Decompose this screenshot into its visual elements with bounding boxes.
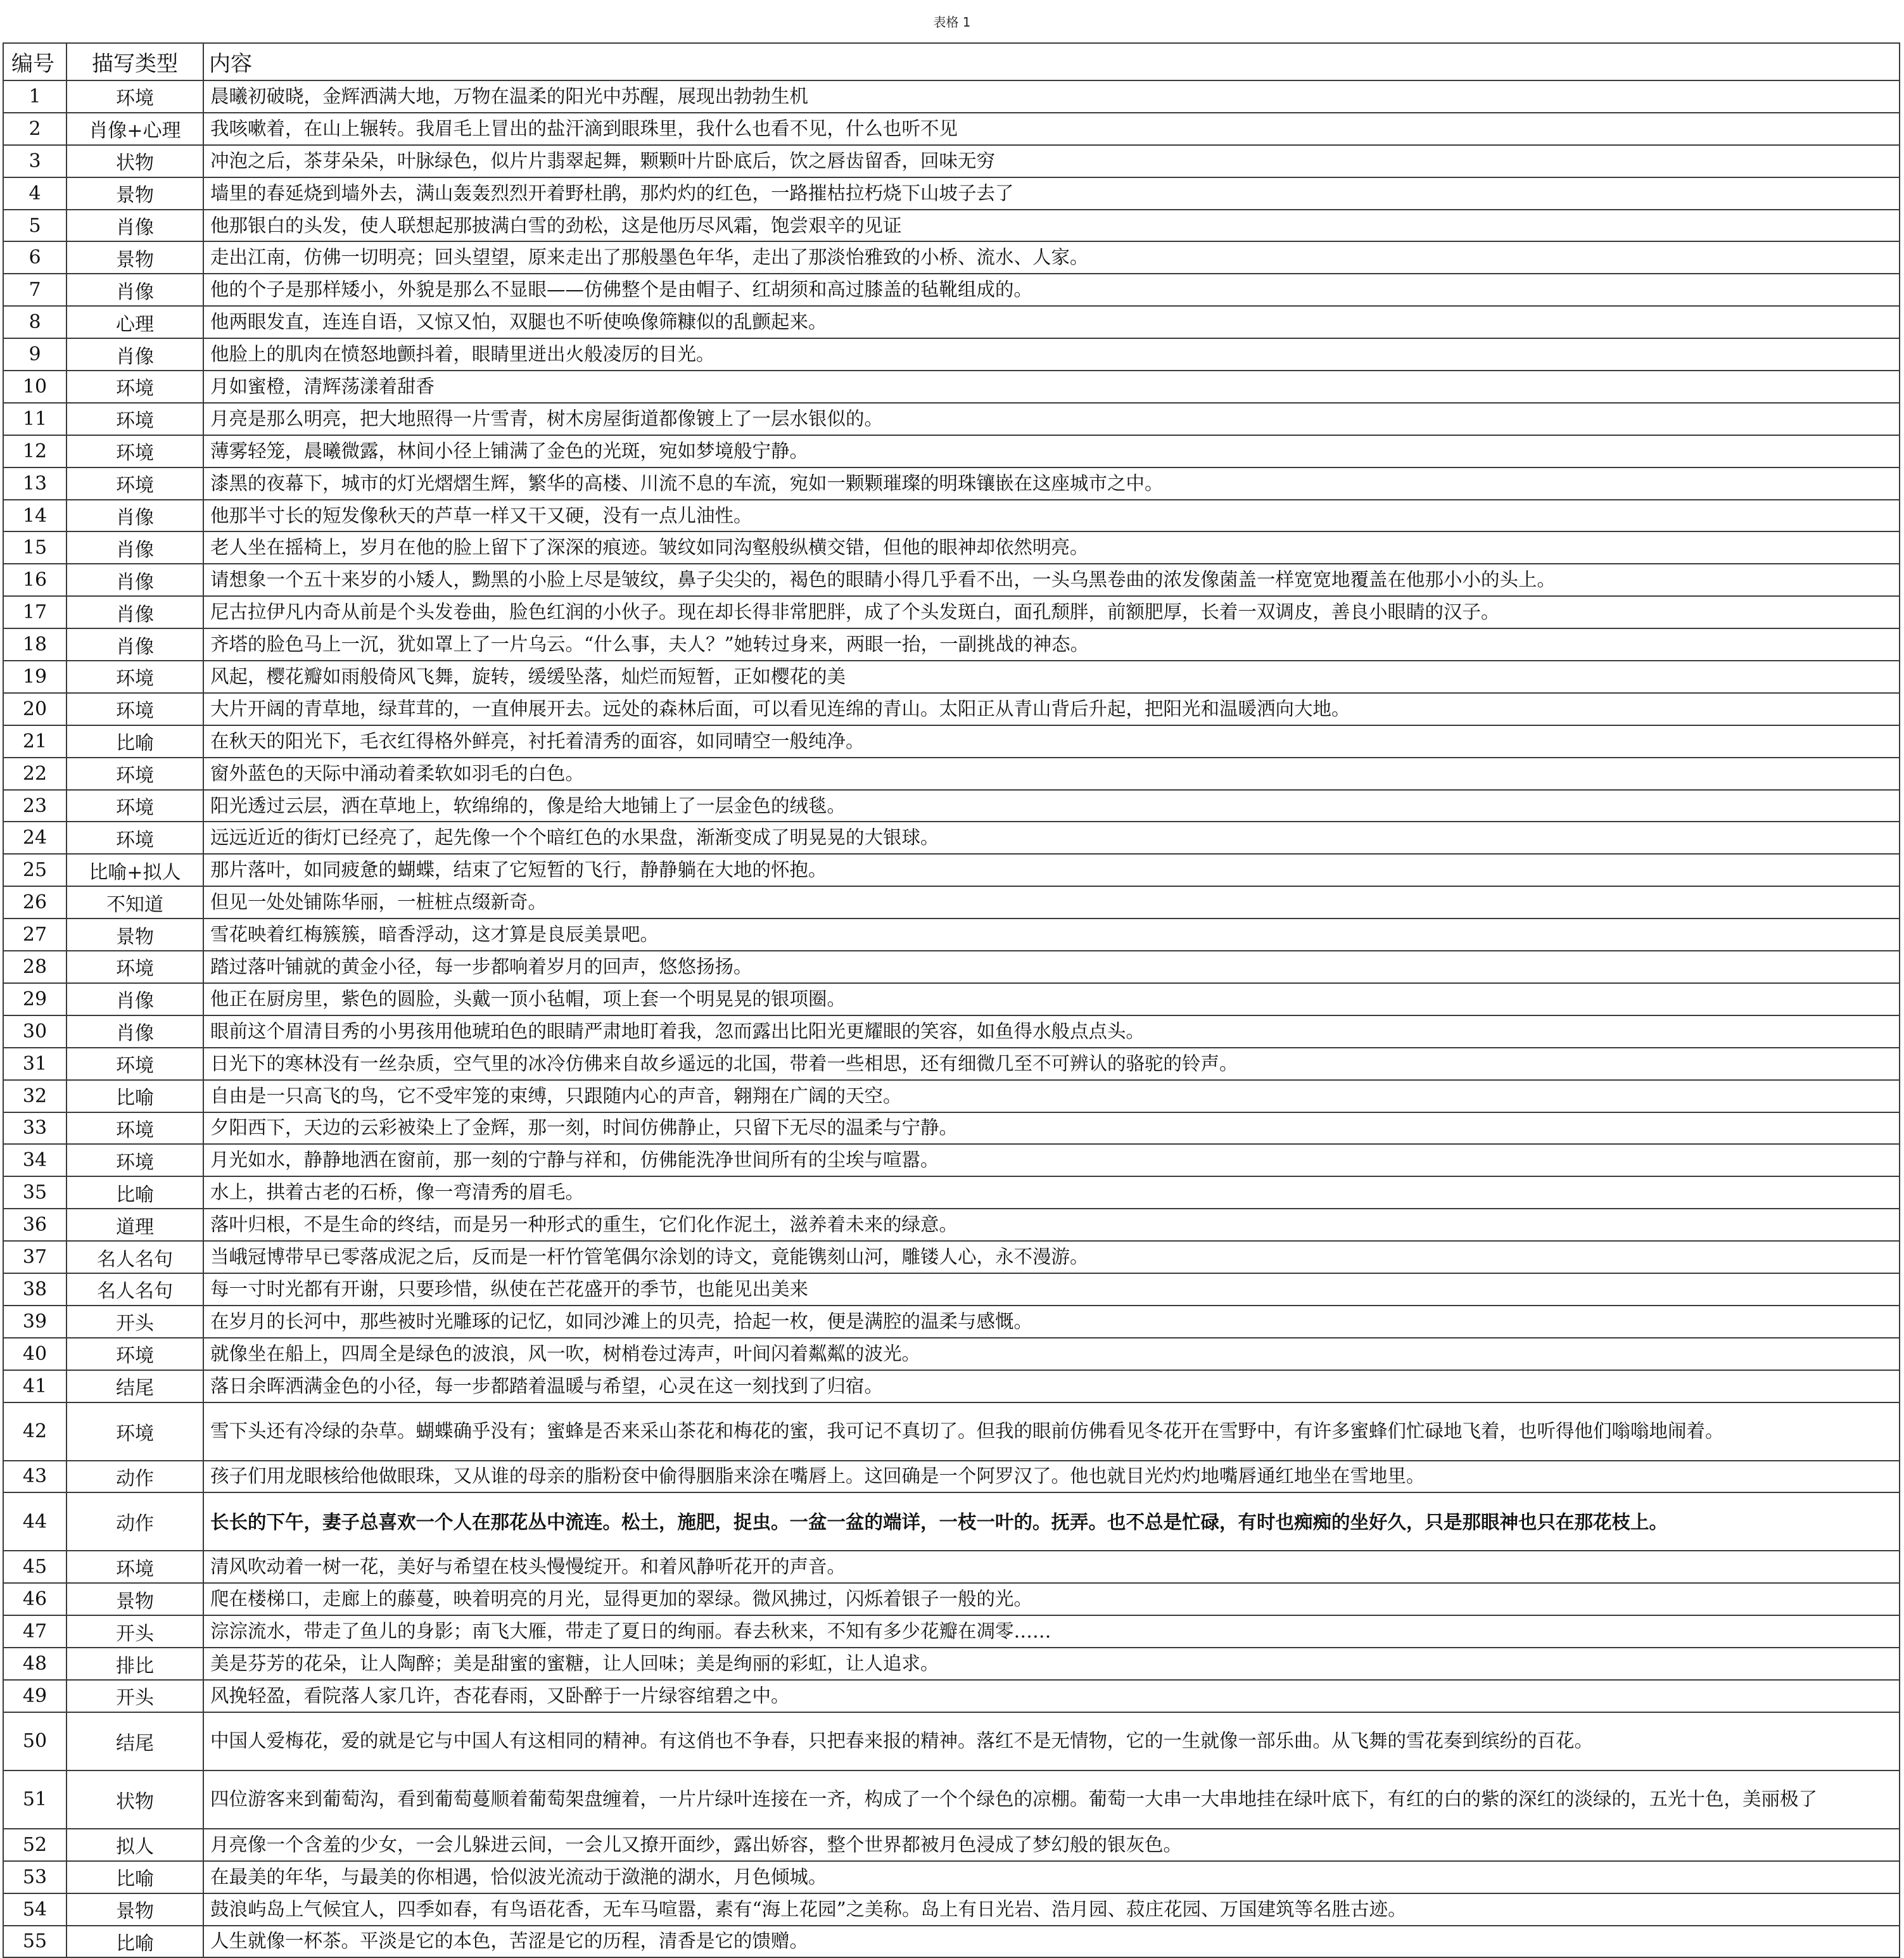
row-type-cell[interactable]: 环境 — [67, 1402, 203, 1461]
row-content-cell[interactable]: 每一寸时光都有开谢，只要珍惜，纵使在芒花盛开的季节，也能见出美来 — [203, 1273, 1900, 1306]
row-type-cell[interactable]: 心理 — [67, 306, 203, 338]
table-row — [3, 1080, 1900, 1112]
row-content-cell[interactable]: 眼前这个眉清目秀的小男孩用他琥珀色的眼睛严肃地盯着我，忽而露出比阳光更耀眼的笑容，如鱼得水般点点头。 — [203, 1015, 1900, 1048]
row-number-cell[interactable]: 17 — [3, 596, 67, 628]
row-content-cell[interactable]: 墙里的春延烧到墙外去，满山轰轰烈烈开着野杜鹃，那灼灼的红色，一路摧枯拉朽烧下山坡子去了 — [203, 177, 1900, 210]
row-type-cell[interactable]: 环境 — [67, 822, 203, 854]
row-content-cell[interactable]: 老人坐在摇椅上，岁月在他的脸上留下了深深的痕迹。皱纹如同沟壑般纵横交错，但他的眼神却依然明亮。 — [203, 531, 1900, 564]
table-row — [3, 1648, 1900, 1680]
table-row — [3, 758, 1900, 790]
row-number-cell[interactable]: 40 — [3, 1338, 67, 1370]
row-content-cell[interactable]: 落叶归根，不是生命的终结，而是另一种形式的重生，它们化作泥土，滋养着未来的绿意。 — [203, 1209, 1900, 1241]
row-type-cell[interactable]: 环境 — [67, 661, 203, 693]
row-type-cell[interactable]: 环境 — [67, 371, 203, 403]
table-row — [3, 1492, 1900, 1551]
row-type-cell[interactable]: 环境 — [67, 790, 203, 822]
table-row — [3, 1461, 1900, 1493]
row-number-cell[interactable]: 13 — [3, 467, 67, 500]
row-number-cell[interactable]: 53 — [3, 1861, 67, 1893]
row-content-cell[interactable]: 月如蜜橙，清辉荡漾着甜香 — [203, 371, 1900, 403]
table-row — [3, 210, 1900, 242]
table-row — [3, 1583, 1900, 1615]
row-type-cell[interactable]: 环境 — [67, 758, 203, 790]
table-row — [3, 531, 1900, 564]
row-type-cell[interactable]: 环境 — [67, 403, 203, 435]
row-number-cell[interactable]: 26 — [3, 886, 67, 919]
table-row — [3, 241, 1900, 274]
row-number-cell[interactable]: 35 — [3, 1176, 67, 1209]
table-row — [3, 1306, 1900, 1338]
row-content-cell[interactable]: 落日余晖洒满金色的小径，每一步都踏着温暖与希望，心灵在这一刻找到了归宿。 — [203, 1370, 1900, 1402]
table-row — [3, 1770, 1900, 1829]
table-row — [3, 822, 1900, 854]
row-type-cell[interactable]: 动作 — [67, 1492, 203, 1551]
table-row — [3, 500, 1900, 532]
table-row — [3, 1893, 1900, 1926]
row-number-cell[interactable]: 48 — [3, 1648, 67, 1680]
row-type-cell[interactable]: 肖像 — [67, 500, 203, 532]
row-number-cell[interactable]: 8 — [3, 306, 67, 338]
row-content-cell[interactable]: 窗外蓝色的天际中涌动着柔软如羽毛的白色。 — [203, 758, 1900, 790]
row-content-cell[interactable]: 清风吹动着一树一花，美好与希望在枝头慢慢绽开。和着风静听花开的声音。 — [203, 1551, 1900, 1583]
row-type-cell[interactable]: 肖像+心理 — [67, 113, 203, 145]
row-content-cell[interactable]: 雪花映着红梅簇簇，暗香浮动，这才算是良辰美景吧。 — [203, 919, 1900, 951]
row-type-cell[interactable]: 环境 — [67, 1112, 203, 1145]
row-content-cell[interactable]: 冲泡之后，茶芽朵朵，叶脉绿色，似片片翡翠起舞，颗颗叶片卧底后，饮之唇齿留香，回味无穷 — [203, 145, 1900, 177]
table-body — [3, 80, 1900, 1957]
row-type-cell[interactable]: 景物 — [67, 919, 203, 951]
table-row — [3, 274, 1900, 306]
row-type-cell[interactable]: 比喻 — [67, 1080, 203, 1112]
row-type-cell[interactable]: 比喻 — [67, 1926, 203, 1958]
row-content-cell[interactable]: 雪下头还有冷绿的杂草。蝴蝶确乎没有；蜜蜂是否来采山茶花和梅花的蜜，我可记不真切了。但我的眼前仿佛看见冬花开在雪野中，有许多蜜蜂们忙碌地飞着，也听得他们嗡嗡地闹着。 — [203, 1402, 1900, 1461]
row-content-cell[interactable]: 薄雾轻笼，晨曦微露，林间小径上铺满了金色的光斑，宛如梦境般宁静。 — [203, 435, 1900, 467]
row-type-cell[interactable]: 景物 — [67, 241, 203, 274]
row-type-cell[interactable]: 环境 — [67, 951, 203, 983]
row-content-cell[interactable]: 在最美的年华，与最美的你相遇，恰似波光流动于潋滟的湖水，月色倾城。 — [203, 1861, 1900, 1893]
row-type-cell[interactable]: 比喻+拟人 — [67, 854, 203, 886]
row-type-cell[interactable]: 环境 — [67, 1551, 203, 1583]
row-type-cell[interactable]: 动作 — [67, 1461, 203, 1493]
row-content-cell[interactable]: 风挽轻盈，看院落人家几许，杏花春雨，又卧醉于一片绿容绾碧之中。 — [203, 1680, 1900, 1712]
row-number-cell[interactable]: 22 — [3, 758, 67, 790]
row-number-cell[interactable]: 36 — [3, 1209, 67, 1241]
row-type-cell[interactable]: 环境 — [67, 1144, 203, 1176]
table-row — [3, 467, 1900, 500]
row-type-cell[interactable]: 环境 — [67, 80, 203, 113]
row-type-cell[interactable]: 肖像 — [67, 274, 203, 306]
row-number-cell[interactable]: 45 — [3, 1551, 67, 1583]
row-content-cell[interactable]: 当峨冠博带早已零落成泥之后，反而是一杆竹管笔偶尔涂划的诗文，竟能镌刻山河，雕镂人心，永不漫游。 — [203, 1241, 1900, 1273]
row-number-cell[interactable]: 25 — [3, 854, 67, 886]
table-row — [3, 1402, 1900, 1461]
row-number-cell[interactable]: 31 — [3, 1048, 67, 1080]
row-content-cell[interactable]: 自由是一只高飞的鸟，它不受牢笼的束缚，只跟随内心的声音，翱翔在广阔的天空。 — [203, 1080, 1900, 1112]
row-content-cell[interactable]: 阳光透过云层，洒在草地上，软绵绵的，像是给大地铺上了一层金色的绒毯。 — [203, 790, 1900, 822]
table-row — [3, 1615, 1900, 1648]
row-number-cell[interactable]: 2 — [3, 113, 67, 145]
table-row — [3, 1209, 1900, 1241]
row-content-cell[interactable]: 晨曦初破晓，金辉洒满大地，万物在温柔的阳光中苏醒，展现出勃勃生机 — [203, 80, 1900, 113]
row-content-cell[interactable]: 尼古拉伊凡内奇从前是个头发卷曲，脸色红润的小伙子。现在却长得非常肥胖，成了个头发斑白，面孔颓胖，前额肥厚，长着一双调皮，善良小眼睛的汉子。 — [203, 596, 1900, 628]
row-type-cell[interactable]: 环境 — [67, 1338, 203, 1370]
row-number-cell[interactable]: 38 — [3, 1273, 67, 1306]
row-content-cell[interactable]: 在秋天的阳光下，毛衣红得格外鲜亮，衬托着清秀的面容，如同晴空一般纯净。 — [203, 725, 1900, 758]
table-row — [3, 1926, 1900, 1958]
row-number-cell[interactable]: 50 — [3, 1712, 67, 1770]
row-content-cell[interactable]: 他正在厨房里，紫色的圆脸，头戴一顶小毡帽，项上套一个明晃晃的银项圈。 — [203, 983, 1900, 1015]
row-content-cell[interactable]: 漆黑的夜幕下，城市的灯光熠熠生辉，繁华的高楼、川流不息的车流，宛如一颗颗璀璨的明珠镶嵌在这座城市之中。 — [203, 467, 1900, 500]
row-content-cell[interactable]: 在岁月的长河中，那些被时光雕琢的记忆，如同沙滩上的贝壳，拾起一枚，便是满腔的温柔与感慨。 — [203, 1306, 1900, 1338]
header-number[interactable]: 编号 — [3, 43, 67, 80]
row-content-cell[interactable]: 爬在楼梯口，走廊上的藤蔓，映着明亮的月光，显得更加的翠绿。微风拂过，闪烁着银子一般的光。 — [203, 1583, 1900, 1615]
table-row — [3, 145, 1900, 177]
row-content-cell[interactable]: 远远近近的街灯已经亮了，起先像一个个暗红色的水果盘，渐渐变成了明晃晃的大银球。 — [203, 822, 1900, 854]
table-row — [3, 1551, 1900, 1583]
table-row — [3, 854, 1900, 886]
row-type-cell[interactable]: 肖像 — [67, 338, 203, 371]
row-content-cell[interactable]: 齐塔的脸色马上一沉，犹如罩上了一片乌云。“什么事，夫人？”她转过身来，两眼一抬，一副挑战的神态。 — [203, 628, 1900, 661]
row-content-cell[interactable]: 淙淙流水，带走了鱼儿的身影；南飞大雁，带走了夏日的绚丽。春去秋来，不知有多少花瓣在凋零…… — [203, 1615, 1900, 1648]
row-number-cell[interactable]: 32 — [3, 1080, 67, 1112]
row-content-cell[interactable]: 就像坐在船上，四周全是绿色的波浪，风一吹，树梢卷过涛声，叶间闪着粼粼的波光。 — [203, 1338, 1900, 1370]
row-number-cell[interactable]: 20 — [3, 693, 67, 725]
row-number-cell[interactable]: 12 — [3, 435, 67, 467]
row-number-cell[interactable]: 41 — [3, 1370, 67, 1402]
row-number-cell[interactable]: 9 — [3, 338, 67, 371]
row-content-cell[interactable]: 夕阳西下，天边的云彩被染上了金辉，那一刻，时间仿佛静止，只留下无尽的温柔与宁静。 — [203, 1112, 1900, 1145]
row-content-cell[interactable]: 孩子们用龙眼核给他做眼珠，又从谁的母亲的脂粉奁中偷得胭脂来涂在嘴唇上。这回确是一个阿罗汉了。他也就目光灼灼地嘴唇通红地坐在雪地里。 — [203, 1461, 1900, 1493]
row-number-cell[interactable]: 27 — [3, 919, 67, 951]
row-content-cell[interactable]: 踏过落叶铺就的黄金小径，每一步都响着岁月的回声，悠悠扬扬。 — [203, 951, 1900, 983]
row-content-cell[interactable]: 中国人爱梅花，爱的就是它与中国人有这相同的精神。有这俏也不争春，只把春来报的精神。落红不是无情物，它的一生就像一部乐曲。从飞舞的雪花奏到缤纷的百花。 — [203, 1712, 1900, 1770]
table-row — [3, 1015, 1900, 1048]
row-type-cell[interactable]: 道理 — [67, 1209, 203, 1241]
row-type-cell[interactable]: 环境 — [67, 467, 203, 500]
row-content-cell[interactable]: 月光如水，静静地洒在窗前，那一刻的宁静与祥和，仿佛能洗净世间所有的尘埃与喧嚣。 — [203, 1144, 1900, 1176]
row-content-cell[interactable]: 他那半寸长的短发像秋天的芦草一样又干又硬，没有一点儿油性。 — [203, 500, 1900, 532]
row-type-cell[interactable]: 环境 — [67, 693, 203, 725]
row-type-cell[interactable]: 名人名句 — [67, 1273, 203, 1306]
row-type-cell[interactable]: 景物 — [67, 177, 203, 210]
row-type-cell[interactable]: 景物 — [67, 1893, 203, 1926]
row-content-cell[interactable]: 风起，樱花瓣如雨般倚风飞舞，旋转，缓缓坠落，灿烂而短暂，正如樱花的美 — [203, 661, 1900, 693]
row-number-cell[interactable]: 23 — [3, 790, 67, 822]
row-content-cell[interactable]: 鼓浪屿岛上气候宜人，四季如春，有鸟语花香，无车马喧嚣，素有“海上花园”之美称。岛上有日光岩、浩月园、菽庄花园、万国建筑等名胜古迹。 — [203, 1893, 1900, 1926]
row-number-cell[interactable]: 24 — [3, 822, 67, 854]
table-row — [3, 596, 1900, 628]
table-row — [3, 725, 1900, 758]
row-type-cell[interactable]: 开头 — [67, 1306, 203, 1338]
row-number-cell[interactable]: 55 — [3, 1926, 67, 1958]
table-row — [3, 1144, 1900, 1176]
row-content-cell[interactable]: 四位游客来到葡萄沟，看到葡萄蔓顺着葡萄架盘缠着，一片片绿叶连接在一齐，构成了一个个绿色的凉棚。葡萄一大串一大串地挂在绿叶底下，有红的白的紫的深红的淡绿的，五光十色，美丽极了 — [203, 1770, 1900, 1829]
row-type-cell[interactable]: 环境 — [67, 1048, 203, 1080]
row-number-cell[interactable]: 6 — [3, 241, 67, 274]
row-type-cell[interactable]: 比喻 — [67, 1861, 203, 1893]
row-content-cell[interactable]: 月亮像一个含羞的少女，一会儿躲进云间，一会儿又撩开面纱，露出娇容，整个世界都被月色浸成了梦幻般的银灰色。 — [203, 1829, 1900, 1861]
row-type-cell[interactable]: 肖像 — [67, 1015, 203, 1048]
row-type-cell[interactable]: 肖像 — [67, 531, 203, 564]
row-content-cell[interactable]: 大片开阔的青草地，绿茸茸的，一直伸展开去。远处的森林后面，可以看见连绵的青山。太阳正从青山背后升起，把阳光和温暖洒向大地。 — [203, 693, 1900, 725]
table-row — [3, 1241, 1900, 1273]
table-row — [3, 1176, 1900, 1209]
row-content-cell[interactable]: 日光下的寒林没有一丝杂质，空气里的冰冷仿佛来自故乡遥远的北国，带着一些相思，还有细微几至不可辨认的骆驼的铃声。 — [203, 1048, 1900, 1080]
row-content-cell[interactable]: 那片落叶，如同疲惫的蝴蝶，结束了它短暂的飞行，静静躺在大地的怀抱。 — [203, 854, 1900, 886]
row-type-cell[interactable]: 景物 — [67, 1583, 203, 1615]
row-content-cell[interactable]: 长长的下午，妻子总喜欢一个人在那花丛中流连。松土，施肥，捉虫。一盆一盆的端详，一枝一叶的。抚弄。也不总是忙碌，有时也痴痴的坐好久，只是那眼神也只在那花枝上。 — [203, 1492, 1900, 1551]
table-row — [3, 80, 1900, 113]
table-row — [3, 564, 1900, 596]
row-content-cell[interactable]: 人生就像一杯茶。平淡是它的本色，苦涩是它的历程，清香是它的馈赠。 — [203, 1926, 1900, 1958]
row-type-cell[interactable]: 肖像 — [67, 564, 203, 596]
row-type-cell[interactable]: 不知道 — [67, 886, 203, 919]
table-row — [3, 371, 1900, 403]
table-row — [3, 1112, 1900, 1145]
row-number-cell[interactable]: 30 — [3, 1015, 67, 1048]
row-number-cell[interactable]: 54 — [3, 1893, 67, 1926]
table-row — [3, 1861, 1900, 1893]
row-number-cell[interactable]: 4 — [3, 177, 67, 210]
row-number-cell[interactable]: 7 — [3, 274, 67, 306]
header-row — [3, 43, 1900, 80]
row-type-cell[interactable]: 排比 — [67, 1648, 203, 1680]
table-row — [3, 1370, 1900, 1402]
row-content-cell[interactable]: 他脸上的肌肉在愤怒地颤抖着，眼睛里迸出火般凌厉的目光。 — [203, 338, 1900, 371]
row-type-cell[interactable]: 比喻 — [67, 1176, 203, 1209]
header-type[interactable]: 描写类型 — [67, 43, 203, 80]
row-type-cell[interactable]: 状物 — [67, 145, 203, 177]
row-number-cell[interactable]: 21 — [3, 725, 67, 758]
row-type-cell[interactable]: 拟人 — [67, 1829, 203, 1861]
row-content-cell[interactable]: 但见一处处铺陈华丽，一桩桩点缀新奇。 — [203, 886, 1900, 919]
table-row — [3, 886, 1900, 919]
row-type-cell[interactable]: 开头 — [67, 1680, 203, 1712]
row-number-cell[interactable]: 33 — [3, 1112, 67, 1145]
row-content-cell[interactable]: 请想象一个五十来岁的小矮人，黝黑的小脸上尽是皱纹，鼻子尖尖的，褐色的眼睛小得几乎看不出，一头乌黑卷曲的浓发像菌盖一样宽宽地覆盖在他那小小的头上。 — [203, 564, 1900, 596]
row-number-cell[interactable]: 15 — [3, 531, 67, 564]
table-row — [3, 403, 1900, 435]
table-row — [3, 1712, 1900, 1770]
table-row — [3, 1680, 1900, 1712]
row-number-cell[interactable]: 19 — [3, 661, 67, 693]
row-content-cell[interactable]: 美是芬芳的花朵，让人陶醉；美是甜蜜的蜜糖，让人回味；美是绚丽的彩虹，让人追求。 — [203, 1648, 1900, 1680]
row-number-cell[interactable]: 11 — [3, 403, 67, 435]
row-type-cell[interactable]: 肖像 — [67, 628, 203, 661]
table-row — [3, 1338, 1900, 1370]
row-content-cell[interactable]: 月亮是那么明亮，把大地照得一片雪青，树木房屋街道都像镀上了一层水银似的。 — [203, 403, 1900, 435]
table-row — [3, 1829, 1900, 1861]
header-content[interactable]: 内容 — [203, 43, 1900, 80]
row-number-cell[interactable]: 1 — [3, 80, 67, 113]
row-number-cell[interactable]: 18 — [3, 628, 67, 661]
row-type-cell[interactable]: 结尾 — [67, 1712, 203, 1770]
row-number-cell[interactable]: 43 — [3, 1461, 67, 1493]
row-number-cell[interactable]: 49 — [3, 1680, 67, 1712]
row-number-cell[interactable]: 29 — [3, 983, 67, 1015]
row-number-cell[interactable]: 14 — [3, 500, 67, 532]
row-type-cell[interactable]: 开头 — [67, 1615, 203, 1648]
row-type-cell[interactable]: 肖像 — [67, 983, 203, 1015]
table-row — [3, 1273, 1900, 1306]
table-row — [3, 113, 1900, 145]
row-number-cell[interactable]: 46 — [3, 1583, 67, 1615]
row-number-cell[interactable]: 34 — [3, 1144, 67, 1176]
row-number-cell[interactable]: 42 — [3, 1402, 67, 1461]
row-number-cell[interactable]: 28 — [3, 951, 67, 983]
row-type-cell[interactable]: 环境 — [67, 435, 203, 467]
row-number-cell[interactable]: 16 — [3, 564, 67, 596]
row-content-cell[interactable]: 他的个子是那样矮小，外貌是那么不显眼——仿佛整个是由帽子、红胡须和高过膝盖的毡靴组成的。 — [203, 274, 1900, 306]
table-row — [3, 1048, 1900, 1080]
row-number-cell[interactable]: 3 — [3, 145, 67, 177]
sheet-title: 表格 1 — [933, 15, 971, 30]
table-row — [3, 306, 1900, 338]
data-table — [3, 42, 1900, 1958]
row-number-cell[interactable]: 5 — [3, 210, 67, 242]
table-row — [3, 177, 1900, 210]
table-row — [3, 628, 1900, 661]
row-number-cell[interactable]: 51 — [3, 1770, 67, 1829]
table-row — [3, 693, 1900, 725]
row-number-cell[interactable]: 39 — [3, 1306, 67, 1338]
row-type-cell[interactable]: 肖像 — [67, 210, 203, 242]
row-content-cell[interactable]: 他两眼发直，连连自语，又惊又怕，双腿也不听使唤像筛糠似的乱颤起来。 — [203, 306, 1900, 338]
row-type-cell[interactable]: 比喻 — [67, 725, 203, 758]
row-type-cell[interactable]: 名人名句 — [67, 1241, 203, 1273]
table-row — [3, 338, 1900, 371]
table-row — [3, 661, 1900, 693]
row-type-cell[interactable]: 结尾 — [67, 1370, 203, 1402]
row-number-cell[interactable]: 47 — [3, 1615, 67, 1648]
table-row — [3, 435, 1900, 467]
row-number-cell[interactable]: 10 — [3, 371, 67, 403]
row-number-cell[interactable]: 44 — [3, 1492, 67, 1551]
row-type-cell[interactable]: 状物 — [67, 1770, 203, 1829]
row-content-cell[interactable]: 他那银白的头发，使人联想起那披满白雪的劲松，这是他历尽风霜，饱尝艰辛的见证 — [203, 210, 1900, 242]
row-number-cell[interactable]: 52 — [3, 1829, 67, 1861]
row-type-cell[interactable]: 肖像 — [67, 596, 203, 628]
table-row — [3, 983, 1900, 1015]
row-content-cell[interactable]: 水上，拱着古老的石桥，像一弯清秀的眉毛。 — [203, 1176, 1900, 1209]
row-content-cell[interactable]: 走出江南，仿佛一切明亮；回头望望，原来走出了那般墨色年华，走出了那淡怡雅致的小桥、流水、人家。 — [203, 241, 1900, 274]
table-row — [3, 951, 1900, 983]
row-content-cell[interactable]: 我咳嗽着，在山上辗转。我眉毛上冒出的盐汗滴到眼珠里，我什么也看不见，什么也听不见 — [203, 113, 1900, 145]
row-number-cell[interactable]: 37 — [3, 1241, 67, 1273]
table-row — [3, 790, 1900, 822]
table-row — [3, 919, 1900, 951]
